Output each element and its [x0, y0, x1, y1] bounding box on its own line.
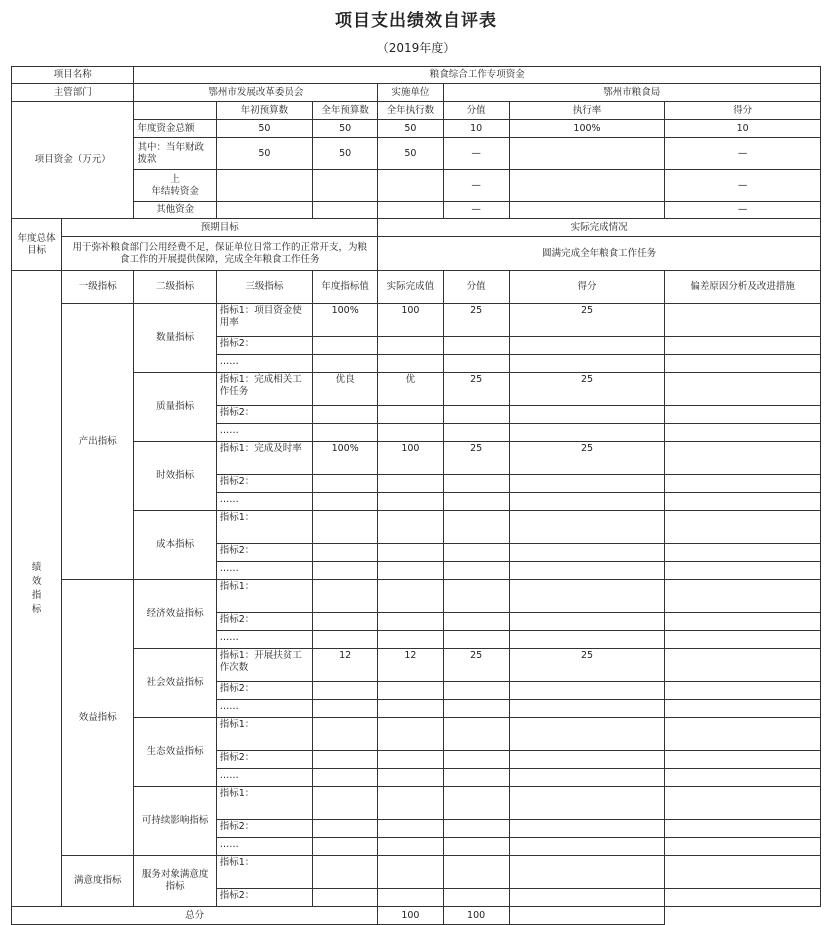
- target-value: [313, 475, 378, 493]
- indicator-row: [12, 856, 821, 889]
- page-subtitle: （2019年度）: [376, 41, 456, 55]
- deviation-analysis: [665, 718, 821, 751]
- fund-cell: —: [665, 138, 821, 170]
- score: 25: [509, 373, 665, 406]
- score-value: [443, 631, 509, 649]
- total-row: [12, 907, 821, 925]
- score-value: [443, 856, 509, 889]
- actual-value: [378, 631, 443, 649]
- score: [509, 856, 665, 889]
- target-value: 100%: [313, 442, 378, 475]
- target-value: 优良: [313, 373, 378, 406]
- score: [509, 718, 665, 751]
- fund-cell: —: [443, 202, 509, 219]
- deviation-analysis: [665, 856, 821, 889]
- total-score-value: 100: [378, 907, 443, 925]
- level3-indicator: 指标2：: [216, 820, 312, 838]
- score: [509, 820, 665, 838]
- actual-value: [378, 580, 443, 613]
- score-value: [443, 682, 509, 700]
- fund-cell: [216, 202, 312, 219]
- deviation-analysis: [665, 769, 821, 787]
- score-value: [443, 787, 509, 820]
- score-value: [443, 424, 509, 442]
- level3-indicator: 指标2：: [216, 613, 312, 631]
- score: [509, 424, 665, 442]
- score-value: [443, 769, 509, 787]
- score: [509, 580, 665, 613]
- score-value: [443, 475, 509, 493]
- target-value: [313, 406, 378, 424]
- fund-cell: [509, 170, 665, 202]
- perf-header: 偏差原因分析及改进措施: [665, 271, 821, 304]
- level3-indicator: ……: [216, 355, 312, 373]
- fund-cell: 50: [378, 138, 443, 170]
- goal-label: 年度总体目标: [12, 219, 62, 271]
- actual-value: [378, 475, 443, 493]
- actual-value: 12: [378, 649, 443, 682]
- actual-value: [378, 856, 443, 889]
- score-value: [443, 562, 509, 580]
- fund-cell: [216, 170, 312, 202]
- target-value: [313, 838, 378, 856]
- level1-indicator: 效益指标: [62, 580, 134, 856]
- level3-indicator: 指标2：: [216, 544, 312, 562]
- score: [509, 889, 665, 907]
- level3-indicator: ……: [216, 562, 312, 580]
- total-label: 总分: [12, 907, 378, 925]
- fund-label: 项目资金（万元）: [12, 102, 134, 219]
- target-value: [313, 718, 378, 751]
- target-value: [313, 700, 378, 718]
- page-title: 项目支出绩效自评表: [335, 11, 497, 31]
- actual-value: [378, 562, 443, 580]
- target-value: [313, 682, 378, 700]
- fund-header: 全年预算数: [313, 102, 378, 120]
- score: 25: [509, 304, 665, 337]
- fund-row-label: 年度资金总额: [134, 120, 216, 138]
- deviation-analysis: [665, 631, 821, 649]
- perf-header: 年度指标值: [313, 271, 378, 304]
- fund-row-label-top: 上: [170, 173, 180, 185]
- level3-indicator: 指标1：开展扶贫工作次数: [216, 649, 312, 682]
- fund-cell: 50: [378, 120, 443, 138]
- deviation-analysis: [665, 889, 821, 907]
- level1-indicator: 满意度指标: [62, 856, 134, 907]
- actual-value: [378, 613, 443, 631]
- perf-header: 一级指标: [62, 271, 134, 304]
- score: [509, 544, 665, 562]
- level3-indicator: 指标2：: [216, 475, 312, 493]
- perf-header: 实际完成值: [378, 271, 443, 304]
- score: [509, 838, 665, 856]
- level3-indicator: 指标2：: [216, 889, 312, 907]
- score: [509, 562, 665, 580]
- fund-cell: 100%: [509, 120, 665, 138]
- fund-cell: —: [665, 170, 821, 202]
- impl-label: 实施单位: [378, 84, 443, 102]
- level3-indicator: ……: [216, 493, 312, 511]
- goal-expected-text: 用于弥补粮食部门公用经费不足，保证单位日常工作的正常开支，为粮食工作的开展提供保障，完成全年粮食工作任务: [62, 237, 378, 271]
- perf-label-text: 绩效指标: [31, 561, 42, 615]
- level3-indicator: ……: [216, 838, 312, 856]
- total-score: 100: [443, 907, 509, 925]
- perf-header: 分值: [443, 271, 509, 304]
- level2-indicator: 数量指标: [134, 304, 216, 373]
- actual-value: [378, 787, 443, 820]
- fund-header: 分值: [443, 102, 509, 120]
- target-value: [313, 580, 378, 613]
- score-value: 25: [443, 649, 509, 682]
- score-value: 25: [443, 304, 509, 337]
- goal-actual-label: 实际完成情况: [378, 219, 821, 237]
- perf-header: 三级指标: [216, 271, 312, 304]
- target-value: [313, 562, 378, 580]
- level3-indicator: 指标1：完成及时率: [216, 442, 312, 475]
- fund-row-label: [134, 170, 216, 202]
- actual-value: [378, 493, 443, 511]
- level3-indicator: 指标2：: [216, 682, 312, 700]
- target-value: [313, 631, 378, 649]
- deviation-analysis: [665, 838, 821, 856]
- fund-cell: [378, 202, 443, 219]
- perf-label: [12, 271, 62, 907]
- target-value: [313, 856, 378, 889]
- target-value: [313, 493, 378, 511]
- actual-value: [378, 511, 443, 544]
- impl-value: 鄂州市粮食局: [443, 84, 821, 102]
- score: [509, 751, 665, 769]
- fund-cell: 10: [665, 120, 821, 138]
- level2-indicator: 成本指标: [134, 511, 216, 580]
- level2-indicator: 生态效益指标: [134, 718, 216, 787]
- target-value: [313, 820, 378, 838]
- score-value: [443, 751, 509, 769]
- deviation-analysis: [665, 787, 821, 820]
- score: 25: [509, 649, 665, 682]
- level2-indicator: 服务对象满意度指标: [134, 856, 216, 907]
- deviation-analysis: [665, 304, 821, 337]
- actual-value: [378, 544, 443, 562]
- fund-cell: 50: [313, 138, 378, 170]
- target-value: 12: [313, 649, 378, 682]
- level3-indicator: 指标1：: [216, 580, 312, 613]
- goal-actual-text: 圆满完成全年粮食工作任务: [378, 237, 821, 271]
- goal-expected-label: 预期目标: [62, 219, 378, 237]
- target-value: 100%: [313, 304, 378, 337]
- deviation-analysis: [665, 511, 821, 544]
- actual-value: [378, 700, 443, 718]
- fund-cell: 10: [443, 120, 509, 138]
- fund-header: 年初预算数: [216, 102, 312, 120]
- actual-value: [378, 769, 443, 787]
- target-value: [313, 337, 378, 355]
- score-value: [443, 580, 509, 613]
- indicator-row: [12, 304, 821, 337]
- fund-cell: [313, 202, 378, 219]
- fund-cell: —: [665, 202, 821, 219]
- project-name-value: 粮食综合工作专项资金: [134, 67, 821, 84]
- level3-indicator: 指标1：: [216, 787, 312, 820]
- score-value: [443, 820, 509, 838]
- level3-indicator: 指标2：: [216, 337, 312, 355]
- fund-header: 全年执行数: [378, 102, 443, 120]
- fund-row-label: 其他资金: [134, 202, 216, 219]
- target-value: [313, 544, 378, 562]
- deviation-analysis: [665, 544, 821, 562]
- deviation-analysis: [665, 493, 821, 511]
- actual-value: [378, 424, 443, 442]
- target-value: [313, 889, 378, 907]
- fund-cell: 50: [216, 120, 312, 138]
- actual-value: [378, 355, 443, 373]
- deviation-analysis: [665, 820, 821, 838]
- actual-value: 100: [378, 304, 443, 337]
- score: [509, 475, 665, 493]
- level3-indicator: 指标1：: [216, 856, 312, 889]
- level3-indicator: 指标1：: [216, 511, 312, 544]
- fund-cell: [509, 138, 665, 170]
- target-value: [313, 355, 378, 373]
- fund-cell: [313, 170, 378, 202]
- score-value: [443, 493, 509, 511]
- fund-cell: —: [443, 170, 509, 202]
- level2-indicator: 可持续影响指标: [134, 787, 216, 856]
- deviation-analysis: [665, 355, 821, 373]
- level3-indicator: 指标1：项目资金使用率: [216, 304, 312, 337]
- score-value: [443, 544, 509, 562]
- score: [509, 355, 665, 373]
- score-value: [443, 700, 509, 718]
- deviation-analysis: [665, 751, 821, 769]
- actual-value: [378, 820, 443, 838]
- fund-cell: [509, 202, 665, 219]
- indicator-row: [12, 580, 821, 613]
- fund-header: 执行率: [509, 102, 665, 120]
- actual-value: 优: [378, 373, 443, 406]
- deviation-analysis: [665, 562, 821, 580]
- level3-indicator: 指标1：完成相关工作任务: [216, 373, 312, 406]
- deviation-analysis: [665, 424, 821, 442]
- actual-value: [378, 751, 443, 769]
- target-value: [313, 424, 378, 442]
- fund-header: 得分: [665, 102, 821, 120]
- score-value: [443, 718, 509, 751]
- project-name-label: 项目名称: [12, 67, 134, 84]
- deviation-analysis: [665, 649, 821, 682]
- fund-row-label-bottom: 年结转资金: [151, 185, 199, 197]
- score-value: [443, 889, 509, 907]
- score: [509, 613, 665, 631]
- level1-indicator: 产出指标: [62, 304, 134, 580]
- score-value: 25: [443, 442, 509, 475]
- score: [509, 337, 665, 355]
- level3-indicator: ……: [216, 631, 312, 649]
- actual-value: [378, 682, 443, 700]
- level3-indicator: 指标2：: [216, 751, 312, 769]
- score: [509, 700, 665, 718]
- deviation-analysis: [665, 580, 821, 613]
- dept-value: 鄂州市发展改革委员会: [134, 84, 378, 102]
- target-value: [313, 613, 378, 631]
- deviation-analysis: [665, 442, 821, 475]
- target-value: [313, 511, 378, 544]
- dept-label: 主管部门: [12, 84, 134, 102]
- score: [509, 493, 665, 511]
- perf-header: 二级指标: [134, 271, 216, 304]
- actual-value: [378, 406, 443, 424]
- deviation-analysis: [665, 682, 821, 700]
- score: [509, 769, 665, 787]
- target-value: [313, 787, 378, 820]
- deviation-analysis: [665, 406, 821, 424]
- score: [509, 406, 665, 424]
- level2-indicator: 社会效益指标: [134, 649, 216, 718]
- actual-value: [378, 337, 443, 355]
- score-value: 25: [443, 373, 509, 406]
- target-value: [313, 751, 378, 769]
- actual-value: [378, 838, 443, 856]
- score: [509, 631, 665, 649]
- score-value: [443, 838, 509, 856]
- fund-header-blank: [134, 102, 216, 120]
- actual-value: 100: [378, 442, 443, 475]
- score: 25: [509, 442, 665, 475]
- level3-indicator: ……: [216, 424, 312, 442]
- fund-cell: 50: [313, 120, 378, 138]
- perf-header: 得分: [509, 271, 665, 304]
- score-value: [443, 613, 509, 631]
- fund-cell: 50: [216, 138, 312, 170]
- level2-indicator: 时效指标: [134, 442, 216, 511]
- score-value: [443, 355, 509, 373]
- score-value: [443, 511, 509, 544]
- actual-value: [378, 889, 443, 907]
- level3-indicator: 指标1：: [216, 718, 312, 751]
- fund-row-label: 其中：当年财政拨款: [134, 138, 216, 170]
- level3-indicator: ……: [216, 769, 312, 787]
- deviation-analysis: [665, 613, 821, 631]
- deviation-analysis: [665, 373, 821, 406]
- fund-cell: [378, 170, 443, 202]
- total-blank: [509, 907, 665, 925]
- level3-indicator: ……: [216, 700, 312, 718]
- score: [509, 787, 665, 820]
- deviation-analysis: [665, 700, 821, 718]
- deviation-analysis: [665, 475, 821, 493]
- level2-indicator: 质量指标: [134, 373, 216, 442]
- fund-cell: —: [443, 138, 509, 170]
- score: [509, 682, 665, 700]
- score: [509, 511, 665, 544]
- score-value: [443, 337, 509, 355]
- target-value: [313, 769, 378, 787]
- level2-indicator: 经济效益指标: [134, 580, 216, 649]
- score-value: [443, 406, 509, 424]
- level3-indicator: 指标2：: [216, 406, 312, 424]
- deviation-analysis: [665, 337, 821, 355]
- actual-value: [378, 718, 443, 751]
- evaluation-table: [11, 66, 821, 925]
